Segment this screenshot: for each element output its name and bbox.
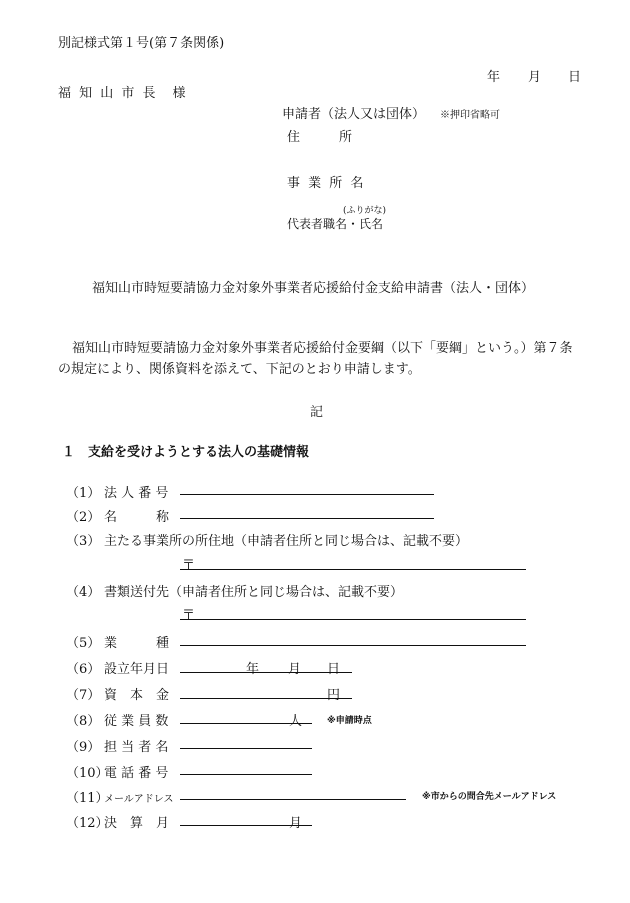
main-office-address-label: 主たる事業所の所住地（申請者住所と同じ場合は、記載不要） — [104, 534, 469, 549]
representative-label: 代表者職名・氏名 — [287, 217, 384, 231]
capital-label: 資 本 金 — [104, 688, 170, 703]
item-number: （7） — [66, 688, 101, 703]
unit-month-end: 月 — [289, 816, 303, 831]
item-number: （11） — [66, 791, 109, 806]
fiscal-month-label: 決 算 月 — [104, 816, 170, 831]
main-office-address-field[interactable] — [180, 569, 526, 570]
unit-persons: 人 — [289, 714, 303, 729]
employees-label: 従 業 員 数 — [104, 714, 169, 729]
intro-line-1: 福知山市時短要請協力金対象外事業者応援給付金要綱（以下「要綱」という。）第７条 — [72, 341, 573, 356]
item-6 — [66, 658, 169, 677]
employees-note: ※申請時点 — [327, 716, 372, 726]
mailing-address-field[interactable] — [180, 619, 526, 620]
date-month-label: 月 — [528, 70, 542, 85]
item-9 — [66, 736, 168, 755]
item-number: （9） — [66, 740, 101, 755]
item-12 — [66, 812, 169, 831]
item-7 — [66, 684, 169, 703]
item-5 — [66, 632, 169, 651]
unit-month: 月 — [288, 662, 302, 677]
item-2 — [66, 506, 169, 525]
item-11 — [66, 787, 174, 806]
item-number: （10） — [66, 766, 109, 781]
unit-yen: 円 — [327, 688, 341, 703]
capital-field[interactable] — [180, 698, 352, 699]
document-title: 福知山市時短要請協力金対象外事業者応援給付金支給申請書（法人・団体） — [92, 281, 535, 296]
phone-field[interactable] — [180, 774, 312, 775]
addressee: 福 知 山 市 長 様 — [58, 86, 188, 101]
mailing-address-label: 書類送付先（申請者住所と同じ場合は、記載不要） — [104, 585, 404, 600]
item-number: （8） — [66, 714, 101, 729]
fiscal-month-field[interactable] — [180, 825, 312, 826]
address-label: 住 所 — [287, 130, 353, 145]
item-number: （12） — [66, 816, 109, 831]
date-year-label: 年 — [487, 70, 501, 85]
name-field[interactable] — [180, 518, 434, 519]
corporate-number-field[interactable] — [180, 494, 434, 495]
industry-label: 業 種 — [104, 636, 170, 651]
section-1-title: １ 支給を受けようとする法人の基礎情報 — [62, 445, 310, 460]
established-date-label: 設立年月日 — [104, 662, 170, 677]
postal-mark: 〒 — [182, 558, 196, 573]
unit-day: 日 — [327, 662, 341, 677]
intro-line-2: の規定により、関係資料を添えて、下記のとおり申請します。 — [58, 362, 421, 377]
contact-person-field[interactable] — [180, 748, 312, 749]
item-number: （3） — [66, 534, 101, 549]
item-number: （5） — [66, 636, 101, 651]
office-name-label: 事 業 所 名 — [287, 176, 366, 191]
item-number: （1） — [66, 486, 101, 501]
phone-label: 電 話 番 号 — [104, 766, 169, 781]
furigana-label: (ふりがな) — [343, 206, 387, 216]
item-3 — [66, 530, 468, 549]
item-number: （6） — [66, 662, 101, 677]
industry-field[interactable] — [180, 645, 526, 646]
item-10 — [66, 762, 168, 781]
established-date-field[interactable] — [180, 672, 352, 673]
email-note: ※市からの問合先メールアドレス — [422, 792, 557, 802]
contact-person-label: 担 当 者 名 — [104, 740, 169, 755]
name-label: 名 称 — [104, 510, 170, 525]
item-8 — [66, 710, 168, 729]
employees-field[interactable] — [180, 723, 312, 724]
item-4 — [66, 581, 403, 600]
item-1 — [66, 482, 168, 501]
item-number: （2） — [66, 510, 101, 525]
seal-note: ※押印省略可 — [440, 110, 500, 121]
email-field[interactable] — [180, 799, 406, 800]
applicant-heading: 申請者（法人又は団体） — [282, 107, 426, 122]
item-number: （4） — [66, 585, 101, 600]
corporate-number-label: 法 人 番 号 — [104, 486, 169, 501]
postal-mark: 〒 — [182, 608, 196, 623]
date-day-label: 日 — [568, 70, 582, 85]
ki-mark: 記 — [310, 405, 324, 420]
unit-year: 年 — [246, 662, 260, 677]
form-id: 別記様式第１号(第７条関係) — [58, 36, 225, 51]
email-label: メールアドレス — [104, 794, 174, 805]
